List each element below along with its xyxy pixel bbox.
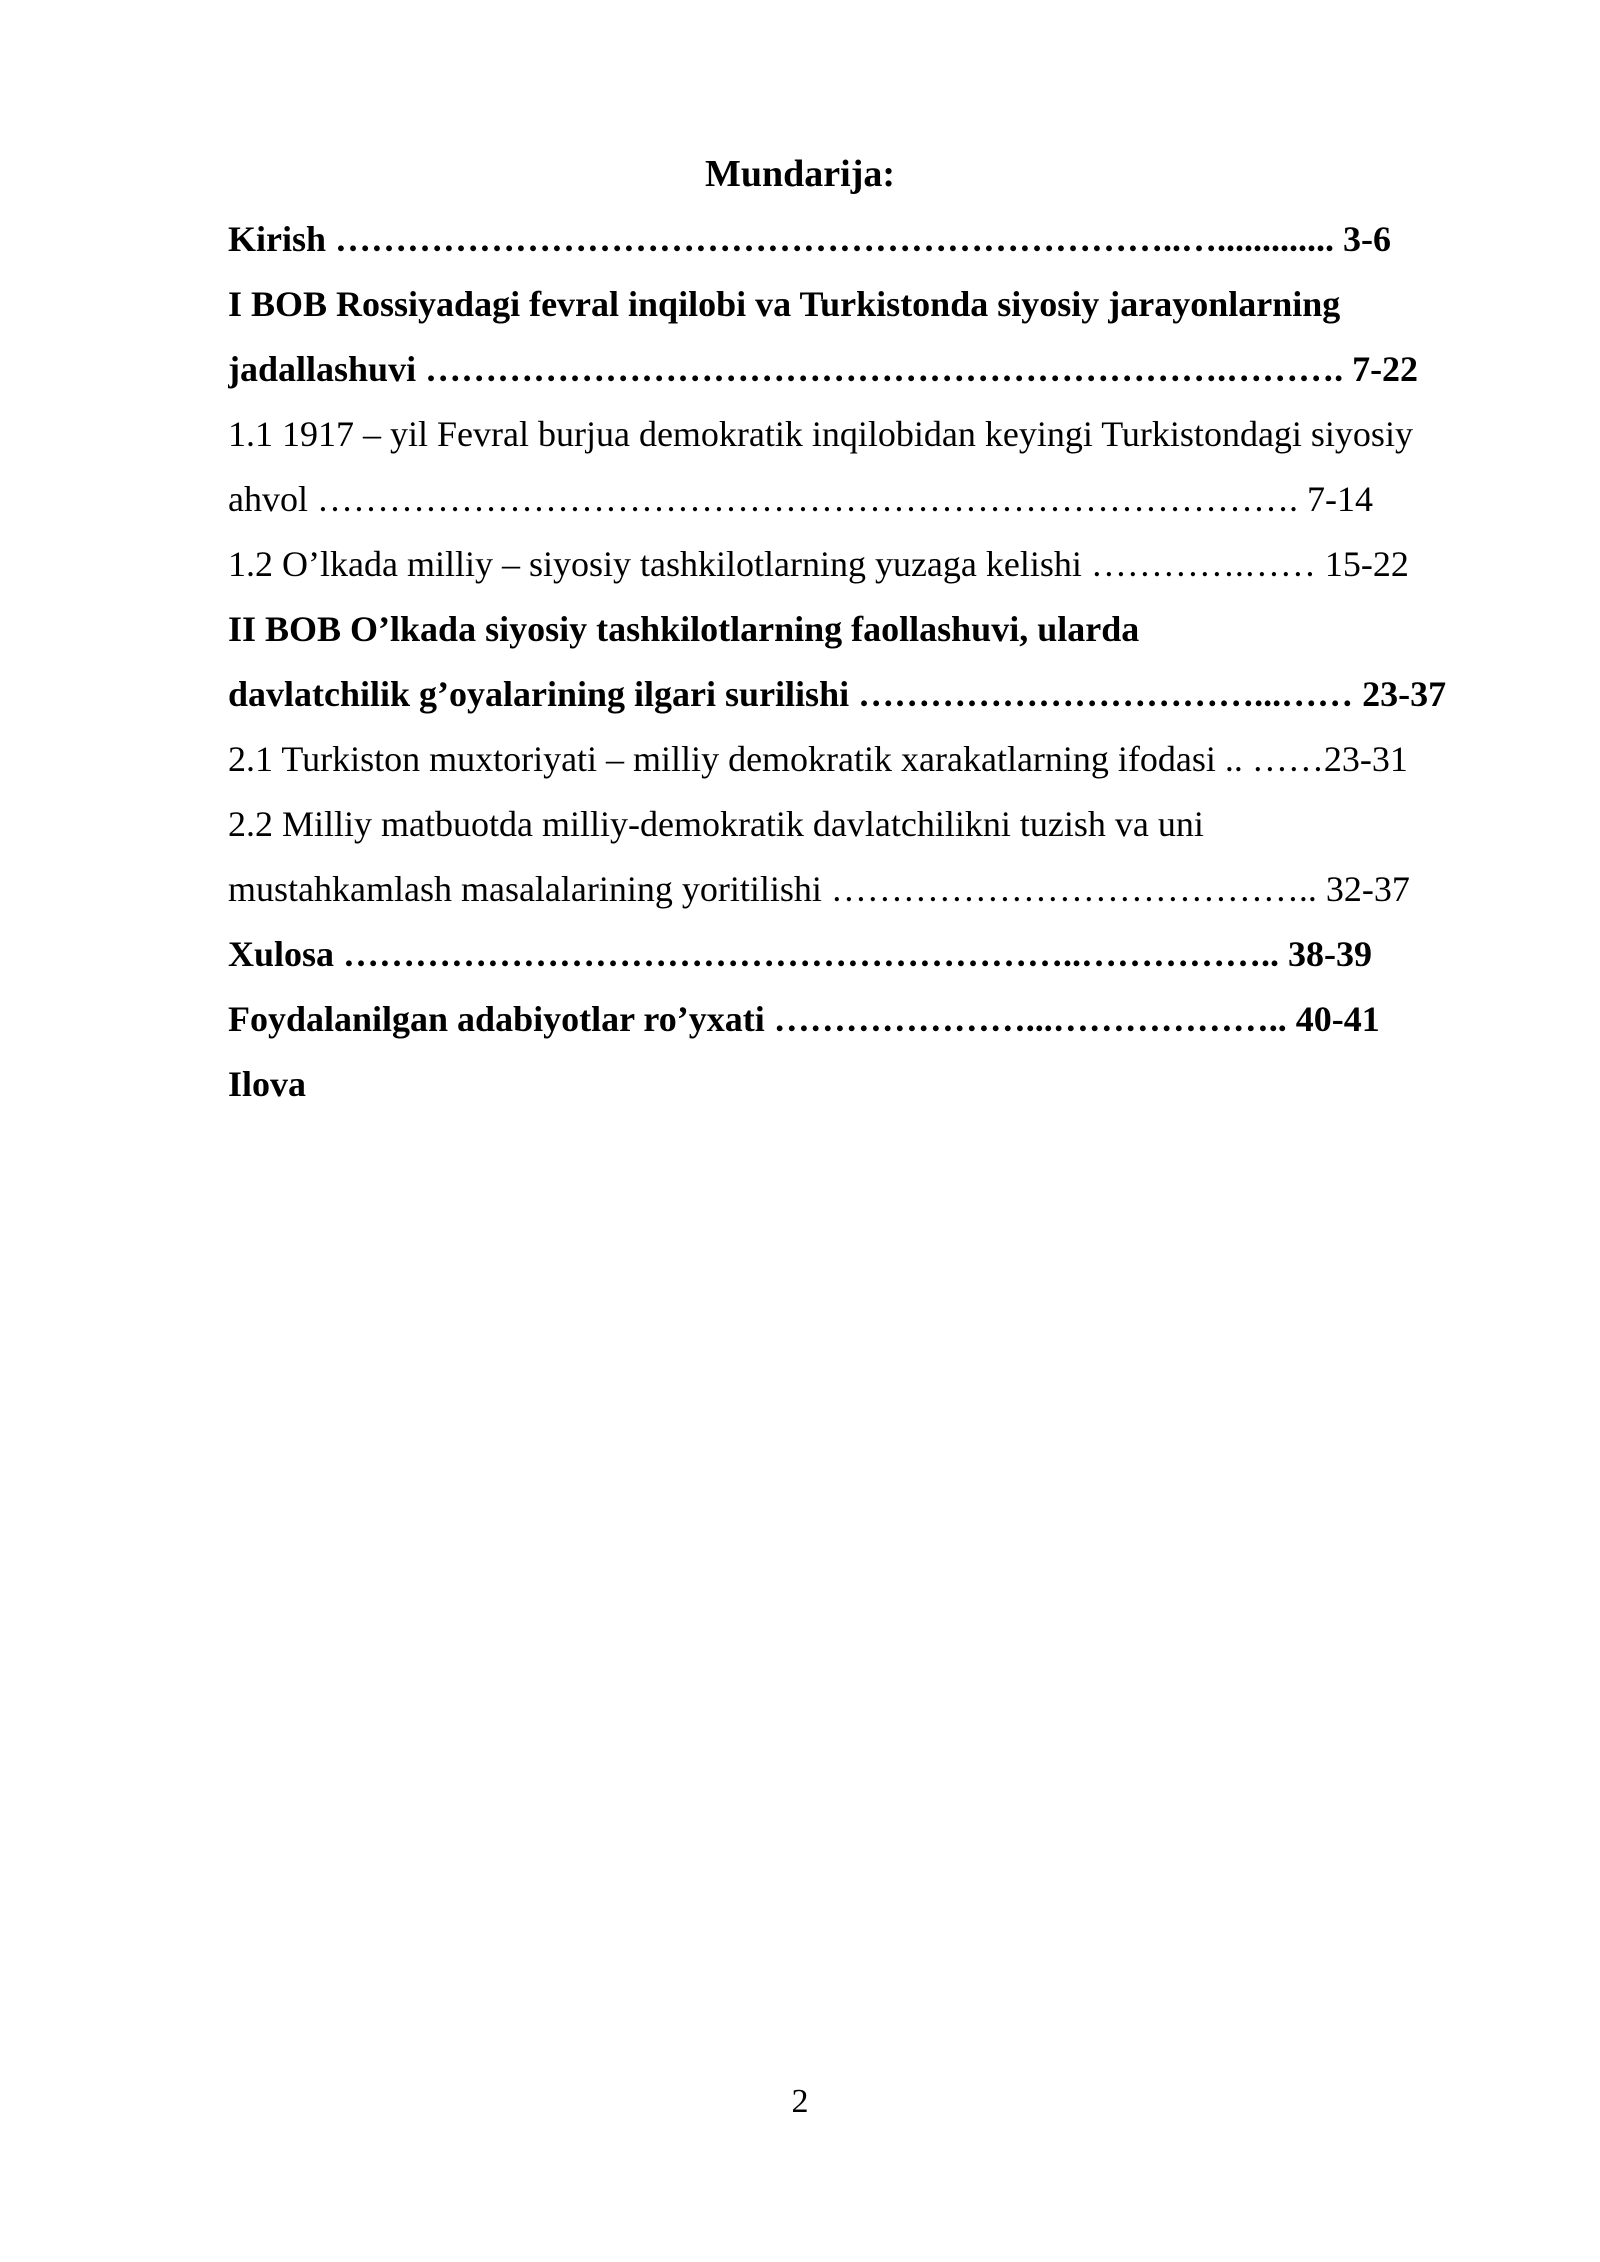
toc-entry-appendix: Ilova <box>228 1064 307 1104</box>
toc-entry-conclusion: Xulosa ……………………………………………………..…………….. 38-39 <box>228 934 1373 974</box>
table-of-contents <box>228 211 1468 1121</box>
toc-section-1-2: 1.2 O’lkada milliy – siyosiy tashkilotlarning yuzaga kelishi ………….…… 15-22 <box>228 544 1409 584</box>
contents-heading: Mundarija: <box>705 153 895 195</box>
toc-section-1-1-line-2: ahvol ………………………………………………………………………. 7-14 <box>228 479 1373 519</box>
toc-section-1-1-line-1: 1.1 1917 – yil Fevral burjua demokratik inqilobidan keyingi Turkistondagi siyosiy <box>228 414 1413 454</box>
toc-entry-bibliography: Foydalanilgan adabiyotlar ro’yxati …………………...……………….. 40-41 <box>228 999 1380 1039</box>
toc-chapter-2-title-line-1: II BOB O’lkada siyosiy tashkilotlarning faollashuvi, ularda <box>228 609 1140 649</box>
toc-chapter-1-title-line-1: I BOB Rossiyadagi fevral inqilobi va Turkistonda siyosiy jarayonlarning <box>228 284 1341 324</box>
toc-section-2-2-line-1: 2.2 Milliy matbuotda milliy-demokratik davlatchilikni tuzish va uni <box>228 804 1204 844</box>
toc-entry-introduction: Kirish ……………………………………………………………..…............. 3-6 <box>228 219 1392 259</box>
toc-chapter-2-title-line-2: davlatchilik g’oyalarining ilgari surilishi ……………………………...…… 23-37 <box>228 674 1447 714</box>
toc-section-2-1: 2.1 Turkiston muxtoriyati – milliy demokratik xarakatlarning ifodasi .. ……23-31 <box>228 739 1408 779</box>
toc-chapter-1-title-line-2: jadallashuvi ………………………………………………………….………. 7-22 <box>228 349 1419 389</box>
page-number: 2 <box>791 2083 809 2120</box>
toc-section-2-2-line-2: mustahkamlash masalalarining yoritilishi ………………………………….. 32-37 <box>228 869 1410 909</box>
